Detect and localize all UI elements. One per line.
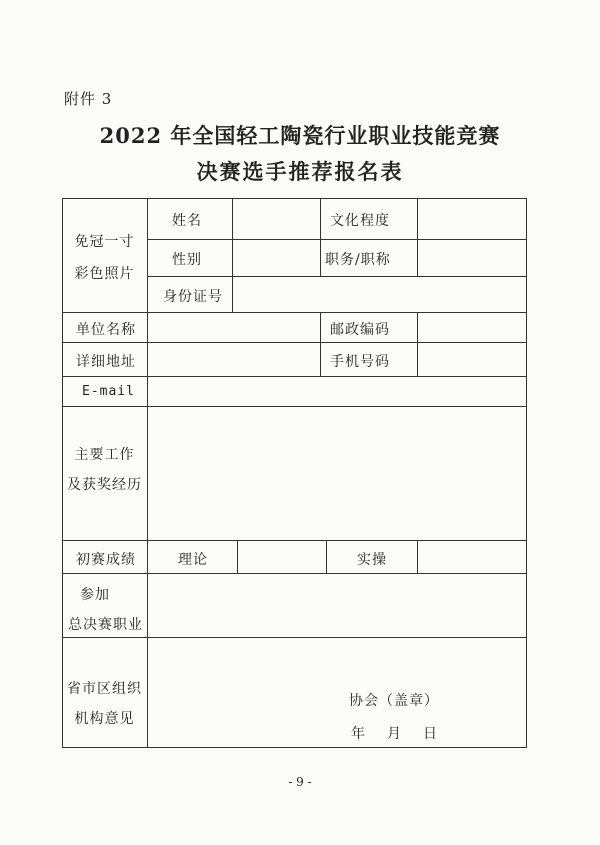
phone-value[interactable]	[418, 343, 526, 376]
practice-value[interactable]	[418, 541, 526, 573]
postcode-label: 邮政编码	[330, 322, 390, 338]
experience-label: 主要工作 及获奖经历	[67, 447, 142, 493]
gender-value[interactable]	[233, 240, 320, 276]
id-number-label: 身份证号	[163, 289, 223, 305]
prelim-score-label: 初赛成绩	[76, 552, 136, 568]
position-title-label: 职务/职称	[325, 252, 391, 268]
form-title: 2022 年全国轻工陶瓷行业职业技能竞赛	[99, 123, 501, 148]
email-label: E-mail	[82, 384, 135, 399]
year-label: 年	[351, 726, 366, 742]
theory-label: 理论	[178, 552, 208, 568]
opinion-label: 省市区组织 机构意见	[67, 681, 142, 727]
position-title-value[interactable]	[418, 240, 526, 276]
email-value[interactable]	[148, 377, 526, 406]
org-name-label: 单位名称	[76, 322, 136, 338]
id-number-value[interactable]	[233, 277, 526, 312]
experience-value[interactable]	[148, 407, 526, 540]
address-label: 详细地址	[76, 354, 136, 370]
attachment-label: 附件 3	[64, 90, 113, 108]
practice-label: 实操	[357, 552, 387, 568]
education-label: 文化程度	[330, 213, 390, 229]
name-label: 姓名	[172, 213, 202, 229]
seal-label: 协会（盖章）	[349, 693, 439, 709]
form-subtitle: 决赛选手推荐报名表	[196, 159, 404, 184]
page-number: - 9 -	[288, 775, 312, 789]
gender-label: 性别	[172, 252, 202, 268]
name-value[interactable]	[233, 199, 320, 239]
postcode-value[interactable]	[418, 313, 526, 342]
org-name-value[interactable]	[148, 313, 320, 342]
education-value[interactable]	[418, 199, 526, 239]
photo-label: 免冠一寸 彩色照片	[74, 234, 135, 282]
final-occupation-value[interactable]	[148, 574, 526, 637]
final-occupation-label: 参加 总决赛职业	[68, 587, 143, 633]
theory-value[interactable]	[238, 541, 326, 573]
month-label: 月	[387, 726, 402, 742]
day-label: 日	[423, 726, 438, 742]
phone-label: 手机号码	[330, 354, 390, 370]
address-value[interactable]	[148, 343, 320, 376]
